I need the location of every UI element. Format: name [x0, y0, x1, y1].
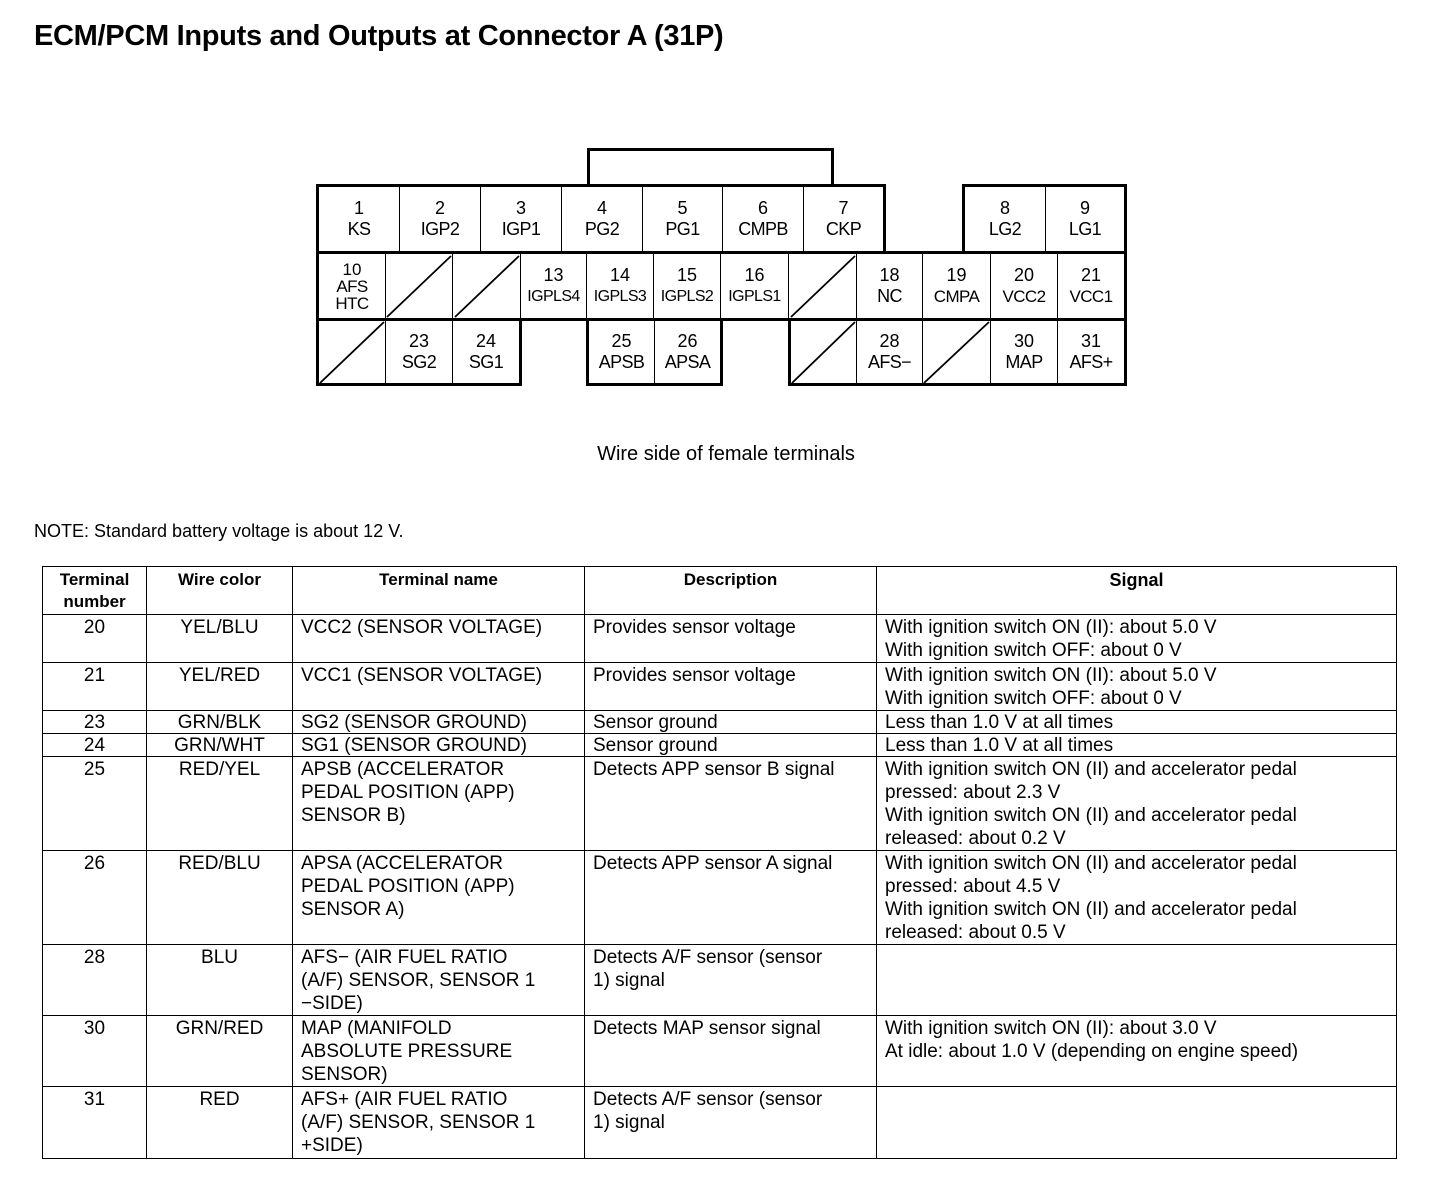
- table-row: [43, 757, 1397, 851]
- table-cell-terminal: 31: [43, 1087, 147, 1159]
- terminal-number: 21: [1080, 265, 1102, 285]
- terminal-label: IGPLS4: [527, 288, 580, 305]
- table-body: [43, 615, 1397, 1159]
- table-cell-wire-color: YEL/RED: [147, 663, 293, 711]
- terminal-number: 13: [543, 265, 564, 285]
- terminal-number: 14: [609, 265, 631, 285]
- terminal-label: SG2: [401, 352, 437, 372]
- table-cell-description: Detects A/F sensor (sensor 1) signal: [585, 945, 877, 1016]
- table-cell-terminal: 21: [43, 663, 147, 711]
- table-cell-terminal: 23: [43, 711, 147, 734]
- table-row: [43, 615, 1397, 663]
- table-cell-signal: With ignition switch ON (II): about 3.0 V At idle: about 1.0 V (depending on engine speed): [877, 1016, 1397, 1087]
- table-cell-description: Detects APP sensor A signal: [585, 851, 877, 945]
- header-wire-color: Wire color: [147, 567, 293, 615]
- table-cell-terminal: 28: [43, 945, 147, 1016]
- terminal-number: 2: [434, 198, 445, 218]
- terminal-number: 15: [676, 265, 698, 285]
- terminal-number: 16: [744, 265, 765, 285]
- terminal-label: IGPLS2: [660, 288, 714, 305]
- terminal-table: [42, 566, 1397, 1159]
- terminal-8: [964, 186, 1046, 252]
- table-cell-description: Provides sensor voltage: [585, 663, 877, 711]
- terminal-number: 31: [1080, 331, 1102, 351]
- terminal-label: APSB: [598, 352, 645, 372]
- table-row: [43, 945, 1397, 1016]
- terminal-number: 6: [757, 198, 768, 218]
- terminal-label: IGP2: [420, 219, 460, 239]
- terminal-24: [452, 320, 520, 384]
- page-title: ECM/PCM Inputs and Outputs at Connector A (31P): [34, 20, 724, 52]
- table-cell-terminal-name: AFS+ (AIR FUEL RATIO (A/F) SENSOR, SENSOR 1 +SIDE): [293, 1087, 585, 1159]
- table-cell-wire-color: YEL/BLU: [147, 615, 293, 663]
- terminal-number: 28: [879, 331, 900, 351]
- terminal-label: CMPA: [933, 287, 980, 306]
- table-cell-signal: [877, 1087, 1397, 1159]
- header-description: Description: [585, 567, 877, 615]
- terminal-label: LG1: [1068, 219, 1102, 239]
- header-terminal-number: Terminal number: [43, 567, 147, 615]
- table-cell-signal: With ignition switch ON (II): about 5.0 V With ignition switch OFF: about 0 V: [877, 615, 1397, 663]
- terminal-11-blank: [385, 253, 453, 319]
- terminal-number: 3: [515, 198, 526, 218]
- table-cell-signal: [877, 945, 1397, 1016]
- terminal-label: AFS−: [867, 352, 912, 372]
- table-cell-terminal-name: SG2 (SENSOR GROUND): [293, 711, 585, 734]
- table-cell-terminal-name: MAP (MANIFOLD ABSOLUTE PRESSURE SENSOR): [293, 1016, 585, 1087]
- terminal-label: PG2: [584, 219, 620, 239]
- terminal-number: 26: [677, 331, 698, 351]
- table-cell-description: Sensor ground: [585, 711, 877, 734]
- terminal-label: CMPB: [738, 219, 788, 239]
- terminal-number: 8: [999, 198, 1010, 218]
- terminal-number: 10: [342, 259, 362, 279]
- terminal-4: [561, 186, 643, 252]
- table-cell-signal: Less than 1.0 V at all times: [877, 734, 1397, 757]
- terminal-label: APSA: [664, 352, 711, 372]
- terminal-number: 25: [611, 331, 632, 351]
- terminal-1: [318, 186, 400, 252]
- terminal-label: SG1: [468, 352, 504, 372]
- table-cell-wire-color: RED: [147, 1087, 293, 1159]
- table-cell-signal: With ignition switch ON (II) and accelerator pedal pressed: about 2.3 V With ignition switch ON (II) and accelerator pedal released: about 0.2 V: [877, 757, 1397, 851]
- terminal-3: [480, 186, 562, 252]
- terminal-12-blank: [452, 253, 521, 319]
- terminal-label: IGPLS1: [728, 288, 781, 305]
- terminal-31: [1057, 320, 1125, 384]
- table-cell-terminal-name: VCC1 (SENSOR VOLTAGE): [293, 663, 585, 711]
- terminal-number: 4: [596, 198, 607, 218]
- terminal-label: AFS HTC: [335, 276, 369, 313]
- terminal-number: 20: [1013, 265, 1035, 285]
- table-cell-wire-color: GRN/BLK: [147, 711, 293, 734]
- terminal-22-blank: [318, 320, 386, 384]
- table-cell-terminal-name: SG1 (SENSOR GROUND): [293, 734, 585, 757]
- terminal-number: 30: [1013, 331, 1035, 351]
- connector-lock-tab: [587, 148, 834, 188]
- terminal-9: [1045, 186, 1125, 252]
- terminal-label: KS: [347, 219, 371, 239]
- table-row: [43, 734, 1397, 757]
- terminal-5: [642, 186, 723, 252]
- table-cell-signal: Less than 1.0 V at all times: [877, 711, 1397, 734]
- table-cell-description: Detects MAP sensor signal: [585, 1016, 877, 1087]
- terminal-number: 5: [677, 198, 688, 218]
- terminal-label: AFS+: [1069, 352, 1113, 372]
- table-row: [43, 711, 1397, 734]
- header-signal: Signal: [877, 567, 1397, 615]
- terminal-label: LG2: [988, 219, 1022, 239]
- terminal-label: NC: [877, 286, 902, 306]
- table-cell-wire-color: RED/BLU: [147, 851, 293, 945]
- terminal-number: 1: [353, 198, 364, 218]
- table-cell-terminal: 26: [43, 851, 147, 945]
- terminal-label: IGP1: [501, 219, 541, 239]
- terminal-25: [588, 320, 655, 384]
- table-cell-wire-color: GRN/RED: [147, 1016, 293, 1087]
- terminal-number: 23: [408, 331, 430, 351]
- table-cell-signal: With ignition switch ON (II): about 5.0 V With ignition switch OFF: about 0 V: [877, 663, 1397, 711]
- terminal-20: [990, 253, 1058, 319]
- table-cell-description: Detects APP sensor B signal: [585, 757, 877, 851]
- terminal-29-blank: [922, 320, 991, 384]
- terminal-number: 7: [838, 198, 849, 218]
- header-terminal-name: Terminal name: [293, 567, 585, 615]
- table-row: [43, 663, 1397, 711]
- terminal-28: [856, 320, 923, 384]
- terminal-label: VCC2: [1002, 287, 1046, 306]
- table-row: [43, 1016, 1397, 1087]
- table-cell-wire-color: RED/YEL: [147, 757, 293, 851]
- table-cell-terminal-name: VCC2 (SENSOR VOLTAGE): [293, 615, 585, 663]
- table-row: [43, 1087, 1397, 1159]
- terminal-23: [385, 320, 453, 384]
- table-cell-terminal: 24: [43, 734, 147, 757]
- table-cell-terminal: 30: [43, 1016, 147, 1087]
- table-cell-terminal-name: AFS− (AIR FUEL RATIO (A/F) SENSOR, SENSOR 1 −SIDE): [293, 945, 585, 1016]
- terminal-14: [586, 253, 654, 319]
- terminal-10: [318, 253, 386, 319]
- table-cell-description: Sensor ground: [585, 734, 877, 757]
- table-cell-terminal-name: APSB (ACCELERATOR PEDAL POSITION (APP) SENSOR B): [293, 757, 585, 851]
- diagram-caption: Wire side of female terminals: [597, 443, 855, 465]
- terminal-2: [399, 186, 481, 252]
- terminal-15: [653, 253, 721, 319]
- terminal-number: 24: [475, 331, 497, 351]
- terminal-13: [520, 253, 587, 319]
- terminal-number: 18: [879, 265, 900, 285]
- terminal-label: VCC1: [1069, 287, 1113, 306]
- terminal-7: [803, 186, 884, 252]
- terminal-label: PG1: [665, 219, 700, 239]
- terminal-17-blank: [788, 253, 857, 319]
- table-cell-terminal: 25: [43, 757, 147, 851]
- terminal-label: CKP: [825, 219, 862, 239]
- terminal-number: 9: [1079, 198, 1090, 218]
- table-cell-description: Detects A/F sensor (sensor 1) signal: [585, 1087, 877, 1159]
- terminal-26: [654, 320, 721, 384]
- terminal-6: [722, 186, 804, 252]
- terminal-16: [720, 253, 789, 319]
- table-cell-description: Provides sensor voltage: [585, 615, 877, 663]
- table-cell-signal: With ignition switch ON (II) and accelerator pedal pressed: about 4.5 V With ignition switch ON (II) and accelerator pedal released: about 0.5 V: [877, 851, 1397, 945]
- table-cell-wire-color: BLU: [147, 945, 293, 1016]
- battery-voltage-note: NOTE: Standard battery voltage is about 12 V.: [34, 521, 404, 541]
- terminal-18: [856, 253, 923, 319]
- terminal-21: [1057, 253, 1125, 319]
- terminal-number: 19: [946, 265, 967, 285]
- terminal-label: IGPLS3: [593, 288, 647, 305]
- terminal-19: [922, 253, 991, 319]
- table-cell-terminal-name: APSA (ACCELERATOR PEDAL POSITION (APP) SENSOR A): [293, 851, 585, 945]
- table-cell-terminal: 20: [43, 615, 147, 663]
- terminal-27-blank: [790, 320, 857, 384]
- table-cell-wire-color: GRN/WHT: [147, 734, 293, 757]
- table-row: [43, 851, 1397, 945]
- terminal-30: [990, 320, 1058, 384]
- terminal-label: MAP: [1005, 352, 1043, 372]
